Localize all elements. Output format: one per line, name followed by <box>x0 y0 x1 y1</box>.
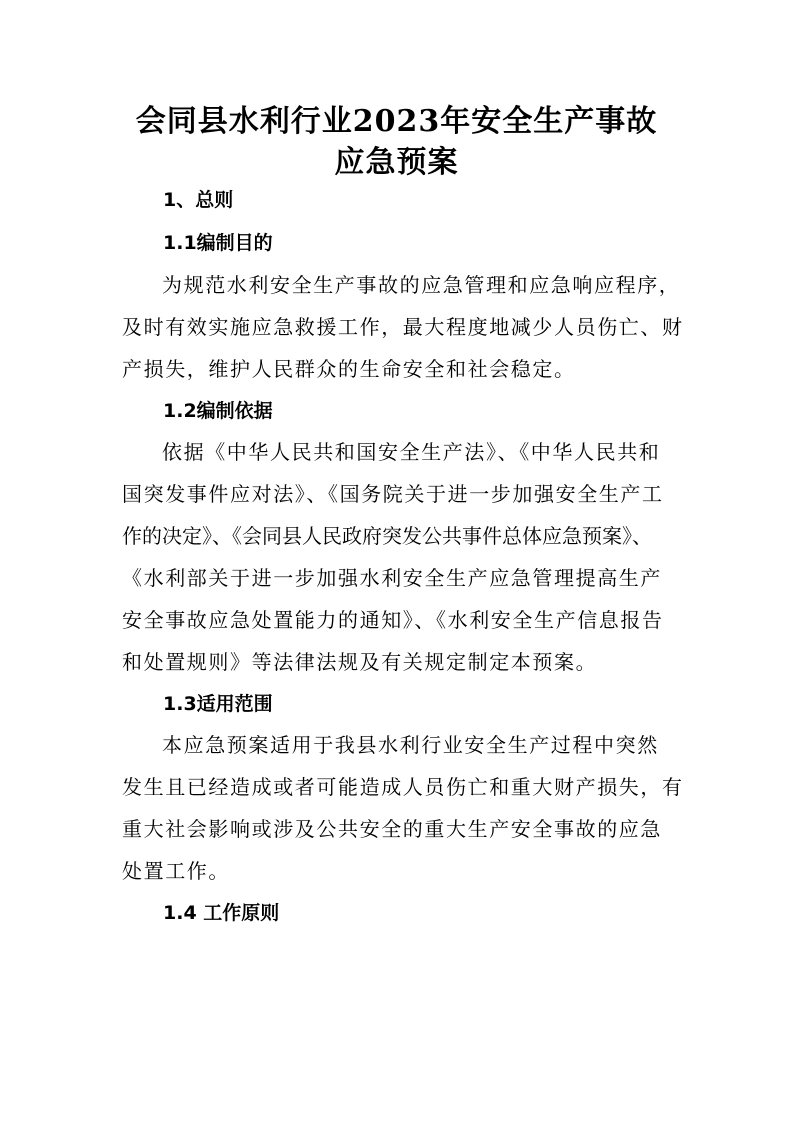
paragraph-line: 重大社会影响或涉及公共安全的重大生产安全事故的应急 <box>122 817 662 841</box>
section-heading-scope: 1.3适用范围 <box>163 693 273 715</box>
paragraph-line: 本应急预案适用于我县水利行业安全生产过程中突然 <box>162 733 659 757</box>
paragraph-line: 国突发事件应对法》、《国务院关于进一步加强安全生产工 <box>122 482 664 506</box>
section-heading-principles: 1.4 工作原则 <box>163 902 280 924</box>
paragraph-line: 处置工作。 <box>122 859 230 883</box>
paragraph-line: 和处置规则》等法律法规及有关规定制定本预案。 <box>122 650 598 674</box>
section-heading-basis: 1.2编制依据 <box>163 400 273 422</box>
document-title-line-2: 应急预案 <box>334 145 459 180</box>
document-title-line-1: 会同县水利行业2023年安全生产事故 <box>135 104 658 139</box>
paragraph-line: 为规范水利安全生产事故的应急管理和应急响应程序， <box>162 273 681 297</box>
paragraph-line: 《水利部关于进一步加强水利安全生产应急管理提高生产 <box>122 566 662 590</box>
paragraph-line: 作的决定》、《会同县人民政府突发公共事件总体应急预案》、 <box>122 524 652 548</box>
paragraph-line: 及时有效实施应急救援工作，最大程度地减少人员伤亡、财 <box>122 315 684 339</box>
paragraph-line: 依据《中华人民共和国安全生产法》、《中华人民共和 <box>162 440 661 464</box>
section-heading-purpose: 1.1编制目的 <box>163 232 273 254</box>
paragraph-line: 产损失，维护人民群众的生命安全和社会稳定。 <box>122 357 576 381</box>
section-heading-general: 1、总则 <box>163 189 234 211</box>
paragraph-line: 安全事故应急处置能力的通知》、《水利安全生产信息报告 <box>122 608 664 632</box>
paragraph-line: 发生且已经造成或者可能造成人员伤亡和重大财产损失，有 <box>122 775 684 799</box>
